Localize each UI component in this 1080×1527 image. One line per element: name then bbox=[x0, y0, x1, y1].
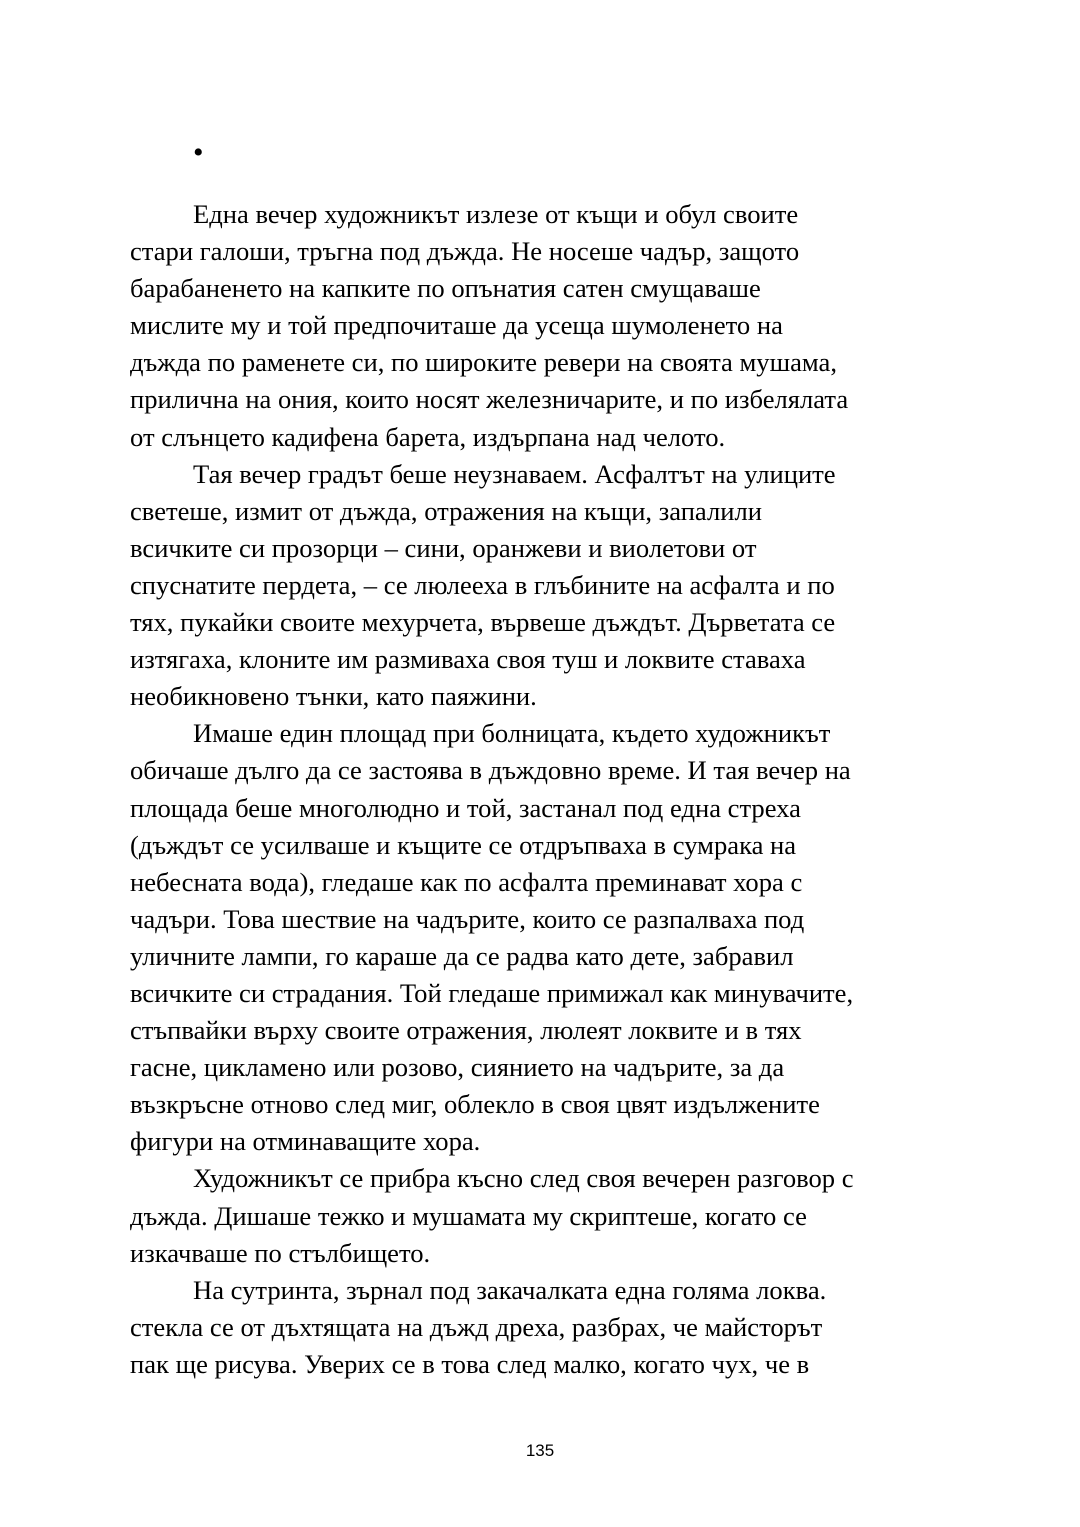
paragraph-first-line: Имаше един площад при болницата, където художникът bbox=[193, 718, 831, 749]
paragraph-first-line: Тая вечер градът беше неузнаваем. Асфалтът на улиците bbox=[193, 458, 836, 489]
text-line: необикновено тънки, като паяжини. bbox=[130, 681, 537, 712]
text-line: възкръсне отново след миг, облекло в своя цвят издължените bbox=[130, 1089, 820, 1120]
text-line: (дъждът се усилваше и къщите се отдръпваха в сумрака на bbox=[130, 829, 797, 860]
text-line: тях, пукайки своите мехурчета, вървеше дъждът. Дърветата се bbox=[130, 607, 836, 638]
text-line: изкачваше по стълбището. bbox=[130, 1237, 431, 1268]
text-line: спуснатите пердета, – се люлееха в глъбините на асфалта и по bbox=[130, 569, 835, 600]
text-line: барабаненето на капките по опънатия сатен смущаваше bbox=[130, 273, 761, 304]
text-line: мислите му и той предпочиташе да усеща шумоленето на bbox=[130, 310, 783, 341]
text-line: стъпвайки върху своите отражения, люлеят локвите и в тях bbox=[130, 1015, 802, 1046]
text-line: площада беше многолюдно и той, застанал под една стреха bbox=[130, 792, 801, 823]
text-line: гасне, цикламено или розово, сиянието на чадърите, за да bbox=[130, 1052, 785, 1083]
text-line: прилична на ония, които носят железничарите, и по избелялата bbox=[130, 384, 849, 415]
text-line: стари галоши, тръгна под дъжда. Не носеше чадър, защото bbox=[130, 236, 800, 267]
text-line: стекла се от дъхтящата на дъжд дреха, разбрах, че майсторът bbox=[130, 1311, 823, 1342]
text-line: уличните лампи, го караше да се радва като дете, забравил bbox=[130, 940, 794, 971]
text-line: дъжда по раменете си, по широките ревери на своята мушама, bbox=[130, 347, 837, 378]
text-line: светеше, измит от дъжда, отражения на къщи, запалили bbox=[130, 495, 762, 526]
text-line: всичките си прозорци – сини, оранжеви и виолетови от bbox=[130, 532, 757, 563]
text-line: обичаше дълго да се застоява в дъждовно време. И тая вечер на bbox=[130, 755, 851, 786]
text-line: фигури на отминаващите хора. bbox=[130, 1126, 481, 1157]
text-line: небесната вода), гледаше как по асфалта преминават хора с bbox=[130, 866, 803, 897]
paragraph-first-line: Една вечер художникът излезе от къщи и обул своите bbox=[193, 199, 799, 229]
text-line: изтягаха, клоните им размиваха своя туш и локвите ставаха bbox=[130, 644, 806, 675]
page-number: 135 bbox=[525, 1441, 555, 1460]
paragraph-first-line: На сутринта, зърнал под закачалката една голяма локва. bbox=[193, 1274, 827, 1305]
text-line: чадъри. Това шествие на чадърите, които се разпалваха под bbox=[130, 903, 805, 934]
text-line: всичките си страдания. Той гледаше примижал как минувачите, bbox=[130, 977, 854, 1008]
paragraph-first-line: Художникът се прибра късно след своя вечерен разговор с bbox=[193, 1163, 854, 1194]
text-line: дъжда. Дишаше тежко и мушамата му скриптеше, когато се bbox=[130, 1200, 807, 1231]
bullet-marker: • bbox=[193, 136, 204, 169]
text-line: пак ще рисува. Уверих се в това след малко, когато чух, че в bbox=[130, 1348, 810, 1379]
body-text bbox=[130, 196, 958, 1383]
text-line: от слънцето кадифена барета, издърпана над челото. bbox=[130, 421, 726, 452]
